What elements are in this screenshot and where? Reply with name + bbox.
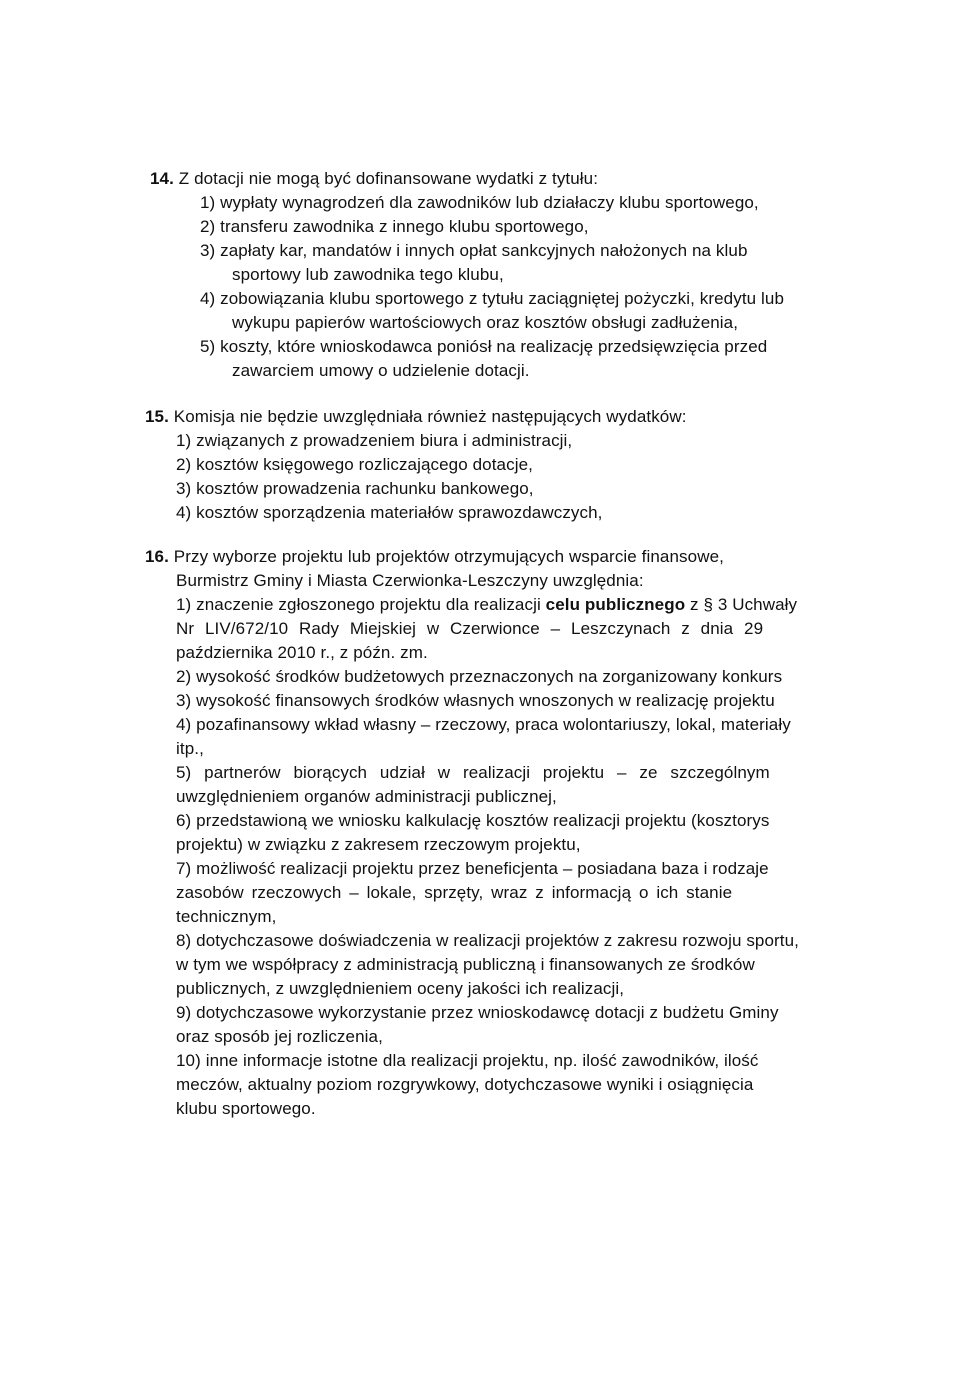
s16-item-10: 10) inne informacje istotne dla realizacji projektu, np. ilość zawodników, ilość	[176, 1051, 759, 1070]
s15-item-3: 3) kosztów prowadzenia rachunku bankowego,	[176, 479, 534, 498]
s16-item-1-text-a: 1) znaczenie zgłoszonego projektu dla realizacji	[176, 595, 541, 614]
section-16-heading	[145, 546, 724, 568]
s16-item-1-cont-2: października 2010 r., z późn. zm.	[176, 643, 428, 662]
s16-item-8-cont-2: publicznych, z uwzględnieniem oceny jakości ich realizacji,	[176, 979, 625, 998]
s16-item-4-cont: itp.,	[176, 739, 204, 758]
section-14-number: 14.	[150, 169, 174, 188]
s15-item-4: 4) kosztów sporządzenia materiałów sprawozdawczych,	[176, 503, 603, 522]
section-15-heading	[145, 406, 687, 428]
s16-item-5: 5) partnerów biorących udział w realizacji projektu – ze szczególnym	[176, 763, 770, 782]
section-14-heading	[150, 168, 598, 190]
section-15-number: 15.	[145, 407, 169, 426]
s16-item-1	[176, 594, 797, 616]
s16-item-10-cont-1: meczów, aktualny poziom rozgrywkowy, dotychczasowe wyniki i osiągnięcia	[176, 1075, 754, 1094]
section-16-number: 16.	[145, 547, 169, 566]
s16-item-6: 6) przedstawioną we wniosku kalkulację kosztów realizacji projektu (kosztorys	[176, 811, 770, 830]
section-14-title: Z dotacji nie mogą być dofinansowane wydatki z tytułu:	[178, 169, 599, 188]
s16-item-1-cont-1: Nr LIV/672/10 Rady Miejskiej w Czerwionce – Leszczynach z dnia 29	[176, 619, 764, 638]
section-15-title: Komisja nie będzie uwzględniała również następujących wydatków:	[173, 407, 687, 426]
s16-item-4: 4) pozafinansowy wkład własny – rzeczowy, praca wolontariuszy, lokal, materiały	[176, 715, 791, 734]
s14-item-4: 4) zobowiązania klubu sportowego z tytułu zaciągniętej pożyczki, kredytu lub	[200, 289, 785, 308]
s16-item-3: 3) wysokość finansowych środków własnych wnoszonych w realizację projektu	[176, 691, 775, 710]
section-16-title: Przy wyborze projektu lub projektów otrzymujących wsparcie finansowe,	[173, 547, 724, 566]
s14-item-3-cont: sportowy lub zawodnika tego klubu,	[232, 265, 504, 284]
s14-item-2: 2) transferu zawodnika z innego klubu sportowego,	[200, 217, 589, 236]
s14-item-5: 5) koszty, które wnioskodawca poniósł na realizację przedsięwzięcia przed	[200, 337, 768, 356]
s15-item-1: 1) związanych z prowadzeniem biura i administracji,	[176, 431, 573, 450]
s16-item-8: 8) dotychczasowe doświadczenia w realizacji projektów z zakresu rozwoju sportu,	[176, 931, 800, 950]
s16-item-1-bold: celu publicznego	[545, 595, 686, 614]
s14-item-4-cont: wykupu papierów wartościowych oraz kosztów obsługi zadłużenia,	[232, 313, 739, 332]
s14-item-3: 3) zapłaty kar, mandatów i innych opłat sankcyjnych nałożonych na klub	[200, 241, 748, 260]
s16-item-7-cont-1: zasobów rzeczowych – lokale, sprzęty, wraz z informacją o ich stanie	[176, 883, 733, 902]
s16-item-7: 7) możliwość realizacji projektu przez beneficjenta – posiadana baza i rodzaje	[176, 859, 769, 878]
s16-item-7-cont-2: technicznym,	[176, 907, 277, 926]
s16-item-9: 9) dotychczasowe wykorzystanie przez wnioskodawcę dotacji z budżetu Gminy	[176, 1003, 779, 1022]
s16-item-6-cont: projektu) w związku z zakresem rzeczowym projektu,	[176, 835, 581, 854]
s16-item-9-cont: oraz sposób jej rozliczenia,	[176, 1027, 383, 1046]
s14-item-5-cont: zawarciem umowy o udzielenie dotacji.	[232, 361, 530, 380]
s16-item-1-text-c: z § 3 Uchwały	[690, 595, 798, 614]
s16-item-8-cont-1: w tym we współpracy z administracją publiczną i finansowanych ze środków	[176, 955, 755, 974]
s16-intro: Burmistrz Gminy i Miasta Czerwionka-Leszczyny uwzględnia:	[176, 571, 644, 590]
s16-item-10-cont-2: klubu sportowego.	[176, 1099, 316, 1118]
s16-item-5-cont: uwzględnieniem organów administracji publicznej,	[176, 787, 557, 806]
s14-item-1: 1) wypłaty wynagrodzeń dla zawodników lub działaczy klubu sportowego,	[200, 193, 759, 212]
s15-item-2: 2) kosztów księgowego rozliczającego dotacje,	[176, 455, 533, 474]
s16-item-2: 2) wysokość środków budżetowych przeznaczonych na zorganizowany konkurs	[176, 667, 783, 686]
